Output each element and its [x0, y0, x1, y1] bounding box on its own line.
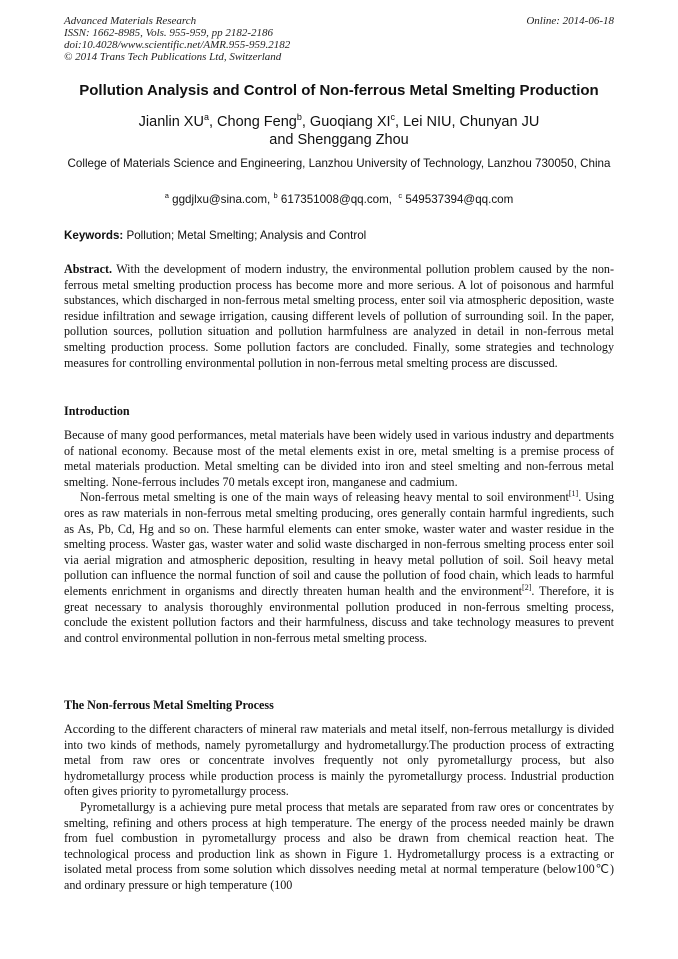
citation-ref[interactable]: [2] — [522, 582, 532, 592]
affiliation: College of Materials Science and Engineering, Lanzhou University of Technology, Lanzhou 730050, China — [67, 157, 611, 170]
email-link[interactable]: ggdjlxu@sina.com, — [172, 193, 271, 206]
email-sup: b — [273, 191, 278, 200]
introduction-body — [64, 428, 614, 646]
keywords-label: Keywords: — [64, 229, 124, 242]
abstract-label: Abstract. — [64, 262, 113, 276]
citation-ref[interactable]: [1] — [568, 489, 579, 499]
section-heading-smelting-process: The Non-ferrous Metal Smelting Process — [64, 698, 274, 712]
author-names-rest: , Lei NIU, Chunyan JU — [395, 114, 540, 130]
paper-title: Pollution Analysis and Control of Non-ferrous Metal Smelting Production — [79, 82, 599, 99]
author-sup: c — [390, 112, 396, 122]
smelting-process-body — [64, 722, 614, 894]
journal-name: Advanced Materials Research — [64, 15, 197, 27]
doi-line[interactable]: doi:10.4028/www.scientific.net/AMR.955-959.2182 — [64, 39, 291, 51]
journal-header — [64, 15, 290, 63]
email-sup: a — [164, 191, 169, 200]
paragraph: Pyrometallurgy is a achieving pure metal process that metals are separated from raw ores or concentrates by smelting, refining and others process at high temperature. The energy of the process needed mainly be drawn from fuel combustion in pyrometallurgy process and also be drawn from chemical reaction heat. The technological process and production link as shown in Figure 1. Hydrometallurgy process is a extracting or isolated metal process from some solution which dissolves needing metal at normal temperature (below100℃) and ordinary pressure or high temperature (100 — [64, 799, 614, 892]
issn-line: ISSN: 1662-8985, Vols. 955-959, pp 2182-2186 — [64, 27, 273, 39]
author-sup: b — [296, 112, 302, 122]
copyright-line: © 2014 Trans Tech Publications Ltd, Switzerland — [64, 51, 282, 63]
abstract-text: With the development of modern industry, the environmental pollution problem caused by the non-ferrous metal smelting production process has become more and more serious. A lot of poisonous and harmful substances, which discharged in non-ferrous metal smelting process, enter soil via atmospheric deposition, waste residue infiltration and sewage irrigation, causing different levels of pollution of surrounding soil. In the paper, pollution sources, pollution situation and pollution harmfulness are analyzed in detail in non-ferrous metal smelting production process. Some pollution factors are concluded. Finally, some strategies and technology measures for controlling environmental pollution in non-ferrous metal smelting process are discussed. — [64, 262, 614, 370]
author-names-line2: and Shenggang Zhou — [269, 132, 409, 148]
keywords-text: Pollution; Metal Smelting; Analysis and Control — [123, 229, 367, 242]
author-list: Jianlin $XU^a$, Chong Feng$^b$, Guoqiang $XI^c$, Lei NIU, Chunyan JU and Shenggang Zhou — [138, 112, 540, 148]
online-date: Online: 2014-06-18 — [526, 15, 614, 27]
email-list — [60, 192, 618, 207]
paragraph: Non-ferrous metal smelting is one of the main ways of releasing heavy mental to soil environment[1]. Using ores as raw materials in non-ferrous metal smelting producing, ores generally contain harmful ingredients, such as As, Pb, Cd, Hg and so on. These harmful elements can enter smoke, waster water and waster residue in the smelting process. Waster gas, waster water and solid waste discharged in non-ferrous smelting process enter soil via aerial migration and atmospheric deposition, resulting in heavy metal pollution of soil. Soil heavy metal pollution can influence the normal function of soil and cause the pollution of food chain, which leads to harmful elements enrichment in organisms and directly threaten human health and the environment[2]. Therefore, it is great necessary to analysis thoroughly environmental pollution produced in non-ferrous smelting process, conclude the existent pollution factors and their harmfulness, discuss and take technology measures to prevent and control environmental pollution in non-ferrous metal smelting process. — [64, 489, 614, 645]
section-heading-introduction: Introduction — [64, 404, 130, 418]
author-name: Chong Feng — [217, 114, 297, 130]
paragraph: According to the different characters of mineral raw materials and metal itself, non-ferrous metallurgy is divided into two kinds of methods, namely pyrometallurgy and hydrometallurgy.The production process of extracting metal from raw ores or concentrate involves frequently not only pyrometallurgy process, but also hydrometallurgy process while production process is mainly the pyrometallurgy process. Industrial production often gives priority to pyrometallurgy process. — [64, 722, 614, 799]
keywords — [64, 228, 614, 243]
author-sup: a — [203, 112, 209, 122]
author-name: Jianlin XU — [138, 114, 204, 130]
paragraph: Because of many good performances, metal materials have been widely used in various industry and departments of national economy. Because most of the metal elements exist in ore, metal smelting is a premise process of metal materials production. Metal smelting can be divided into iron and steel smelting and non-ferrous metal smelting. None-ferrous includes 70 metals except iron, manganese and cadmium. — [64, 428, 614, 489]
email-sup: c — [398, 191, 403, 200]
email-link[interactable]: 617351008@qq.com, — [280, 193, 392, 206]
email-link[interactable]: 549537394@qq.com — [405, 193, 514, 206]
abstract — [64, 262, 614, 371]
author-name: Guoqiang XI — [309, 114, 391, 130]
